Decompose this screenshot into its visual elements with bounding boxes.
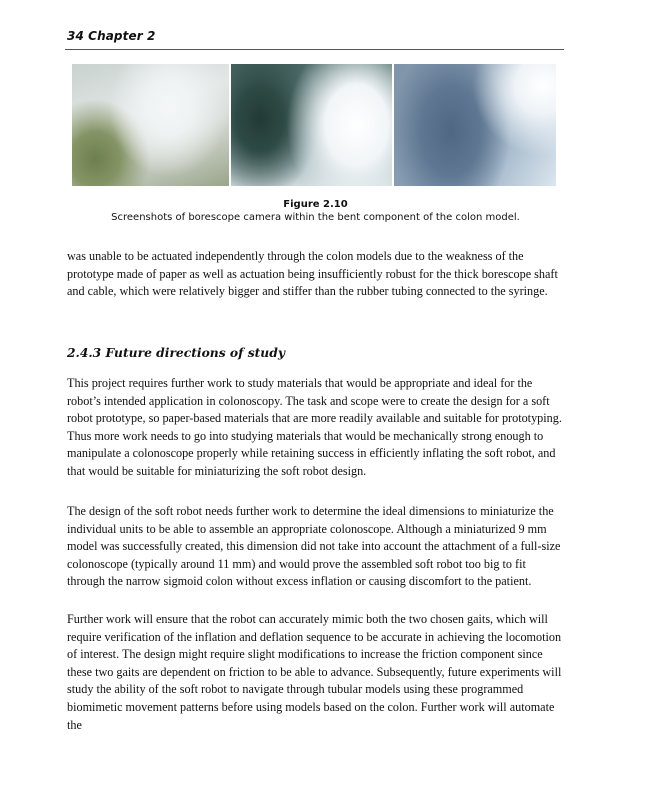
paragraph: This project requires further work to study materials that would be appropriate and ideal for the robot’s intended application in colonoscopy. The task and scope were to create the design for a soft robot prototype, so paper-based materials that are more readily available and suitable for prototyping. Thus more work needs to go into studying materials that would be mechanically strong enough to manipulate a colonoscope properly while retaining success in efficiently inflating the soft robot, and that would be suitable for miniaturizing the soft robot design. xyxy=(67,376,562,478)
paragraph: was unable to be actuated independently through the colon models due to the weakness of the prototype made of paper as well as actuation being insufficiently robust for the thick borescope shaft and cable, which were relatively bigger and stiffer than the rubber tubing connected to the syringe. xyxy=(67,249,558,299)
figure-image-1 xyxy=(72,64,229,186)
header-rule xyxy=(65,49,564,50)
running-head: 34 Chapter 2 xyxy=(67,29,156,43)
figure-label: Figure 2.10 xyxy=(283,199,348,210)
figure-image-3 xyxy=(394,64,556,186)
paragraph: The design of the soft robot needs further work to determine the ideal dimensions to miniaturize the individual units to be able to assemble an appropriate colonoscope. Although a miniaturized 9 mm model was successfully created, this dimension did not take into account the attachment of a full-size colonoscope (typically around 11 mm) and would prove the assembled soft robot too big to fit through the narrow sigmoid colon without excess inflation or causing discomfort to the patient. xyxy=(67,504,561,589)
figure-caption: Screenshots of borescope camera within the bent component of the colon model. xyxy=(111,212,520,223)
figure-image-2 xyxy=(231,64,392,186)
section-heading: 2.4.3 Future directions of study xyxy=(67,345,285,360)
paragraph: Further work will ensure that the robot can accurately mimic both the two chosen gaits, which will require verification of the inflation and deflation sequence to be accurate in achieving the locomotion of interest. The design might require slight modifications to increase the friction component since these two gaits are dependent on friction to be able to advance. Subsequently, future experiments will study the ability of the soft robot to navigate through tubular models using these programmed biomimetic movement patterns before using models based on the colon. Further work will automate the xyxy=(67,612,562,732)
